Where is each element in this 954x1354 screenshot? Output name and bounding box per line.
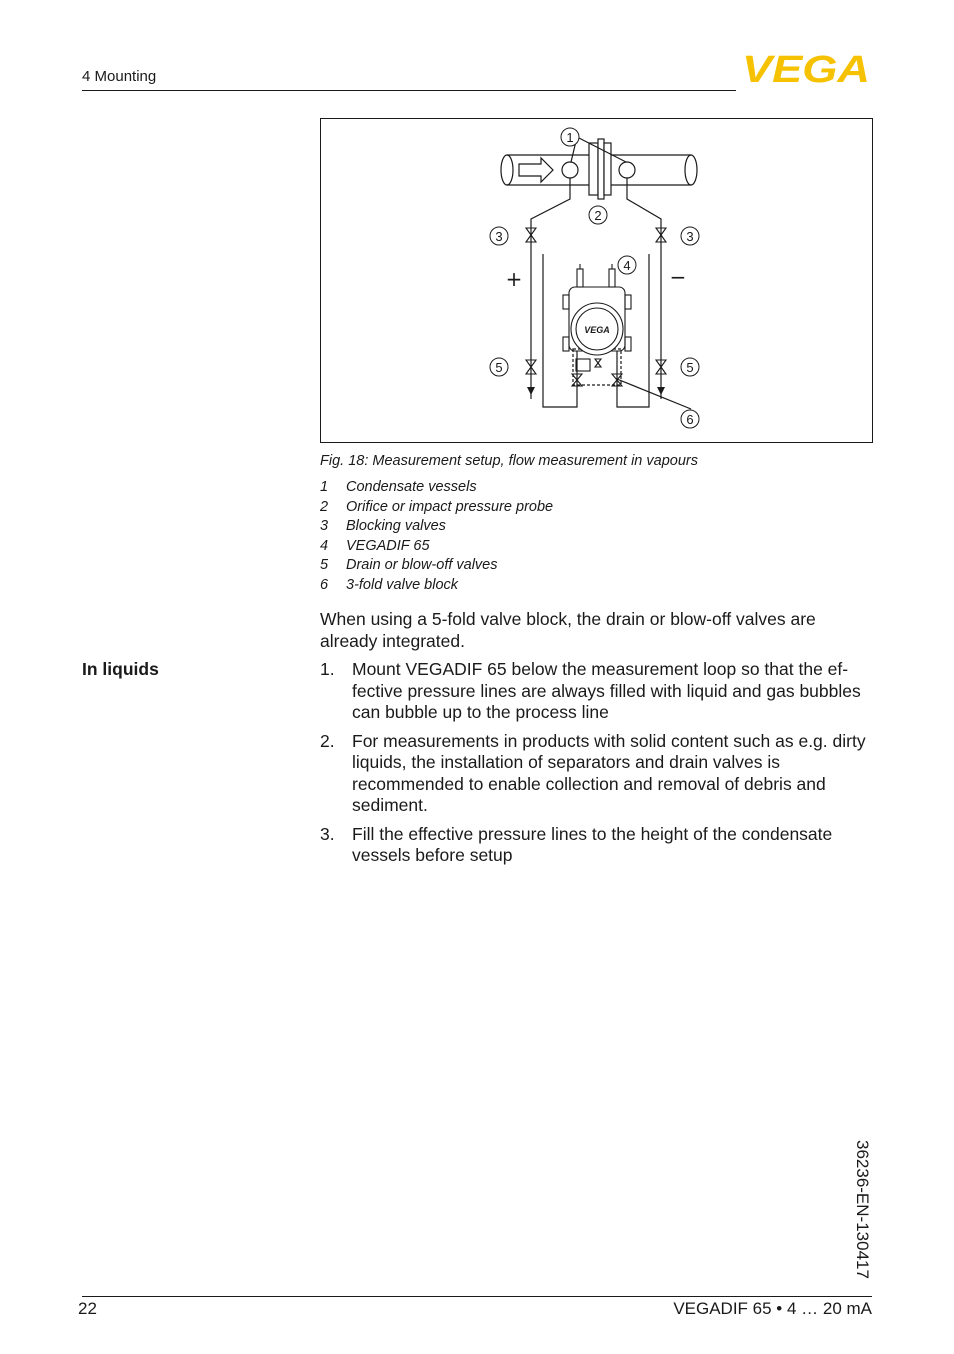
callout-3-left: 3 — [495, 229, 503, 244]
list-number: 3. — [320, 823, 335, 844]
list-item — [320, 731, 875, 817]
legend-text: Drain or blow-off valves — [346, 557, 498, 573]
legend-text: Blocking valves — [346, 518, 446, 534]
figure-legend — [320, 478, 553, 595]
list-number: 2. — [320, 730, 335, 751]
page-number: 22 — [78, 1299, 97, 1318]
minus-sign: − — [669, 265, 687, 289]
header-divider — [82, 90, 736, 91]
legend-text: VEGADIF 65 — [346, 537, 430, 554]
list-text: Fill the effective pressure lines to the height of the condensate vessels before setup — [352, 823, 833, 865]
legend-number: 4 — [320, 537, 329, 554]
plus-sign: + — [505, 267, 523, 291]
callout-5-right: 5 — [686, 360, 694, 375]
section-heading: In liquids — [82, 659, 159, 679]
figure-caption: Fig. 18: Measurement setup, flow measurement in vapours — [320, 453, 698, 469]
document-code: 36236-EN-130417 — [853, 1140, 872, 1279]
legend-item — [320, 537, 553, 557]
legend-item — [320, 478, 553, 498]
header-section-title: 4 Mounting — [82, 68, 157, 85]
legend-item — [320, 556, 553, 576]
legend-item — [320, 576, 553, 596]
instruction-list — [320, 659, 875, 874]
legend-item — [320, 517, 553, 537]
footer-document-title: VEGADIF 65 • 4 … 20 mA — [673, 1299, 872, 1318]
legend-number: 6 — [320, 576, 329, 593]
footer-divider — [82, 1296, 872, 1297]
legend-text: 3-fold valve block — [346, 576, 459, 593]
list-text: Mount VEGADIF 65 below the measurement loop so that the ef-fective pressure lines are always filled with liquid and gas bubbles can bubble up to the process line — [352, 659, 861, 722]
figure-frame — [320, 118, 873, 443]
legend-number: 5 — [320, 557, 329, 573]
callout-1: 1 — [566, 130, 574, 145]
legend-number: 2 — [320, 498, 329, 515]
legend-item — [320, 498, 553, 518]
list-item — [320, 659, 875, 724]
callout-3-right: 3 — [686, 229, 694, 244]
vega-logo — [742, 52, 872, 84]
body-paragraph: When using a 5-fold valve block, the drain or blow-off valves are already integrated. — [320, 609, 816, 651]
transmitter-logo-text: VEGA — [584, 325, 610, 335]
legend-text: Orifice or impact pressure probe — [346, 498, 554, 515]
callout-2: 2 — [594, 208, 602, 223]
legend-text: Condensate vessels — [346, 479, 477, 495]
callout-4: 4 — [623, 258, 631, 273]
callout-5-left: 5 — [495, 360, 503, 375]
list-number: 1. — [320, 659, 335, 679]
measurement-setup-diagram — [321, 119, 874, 444]
list-item — [320, 824, 875, 867]
vega-logo-text: VEGA — [742, 52, 870, 84]
callout-6: 6 — [686, 412, 694, 427]
legend-number: 3 — [320, 518, 329, 534]
list-text: For measurements in products with solid content such as e.g. dirty liquids, the installation of separators and drain valves is recommended to enable collection and removal of debris and sediment. — [352, 730, 866, 815]
legend-number: 1 — [320, 479, 329, 495]
